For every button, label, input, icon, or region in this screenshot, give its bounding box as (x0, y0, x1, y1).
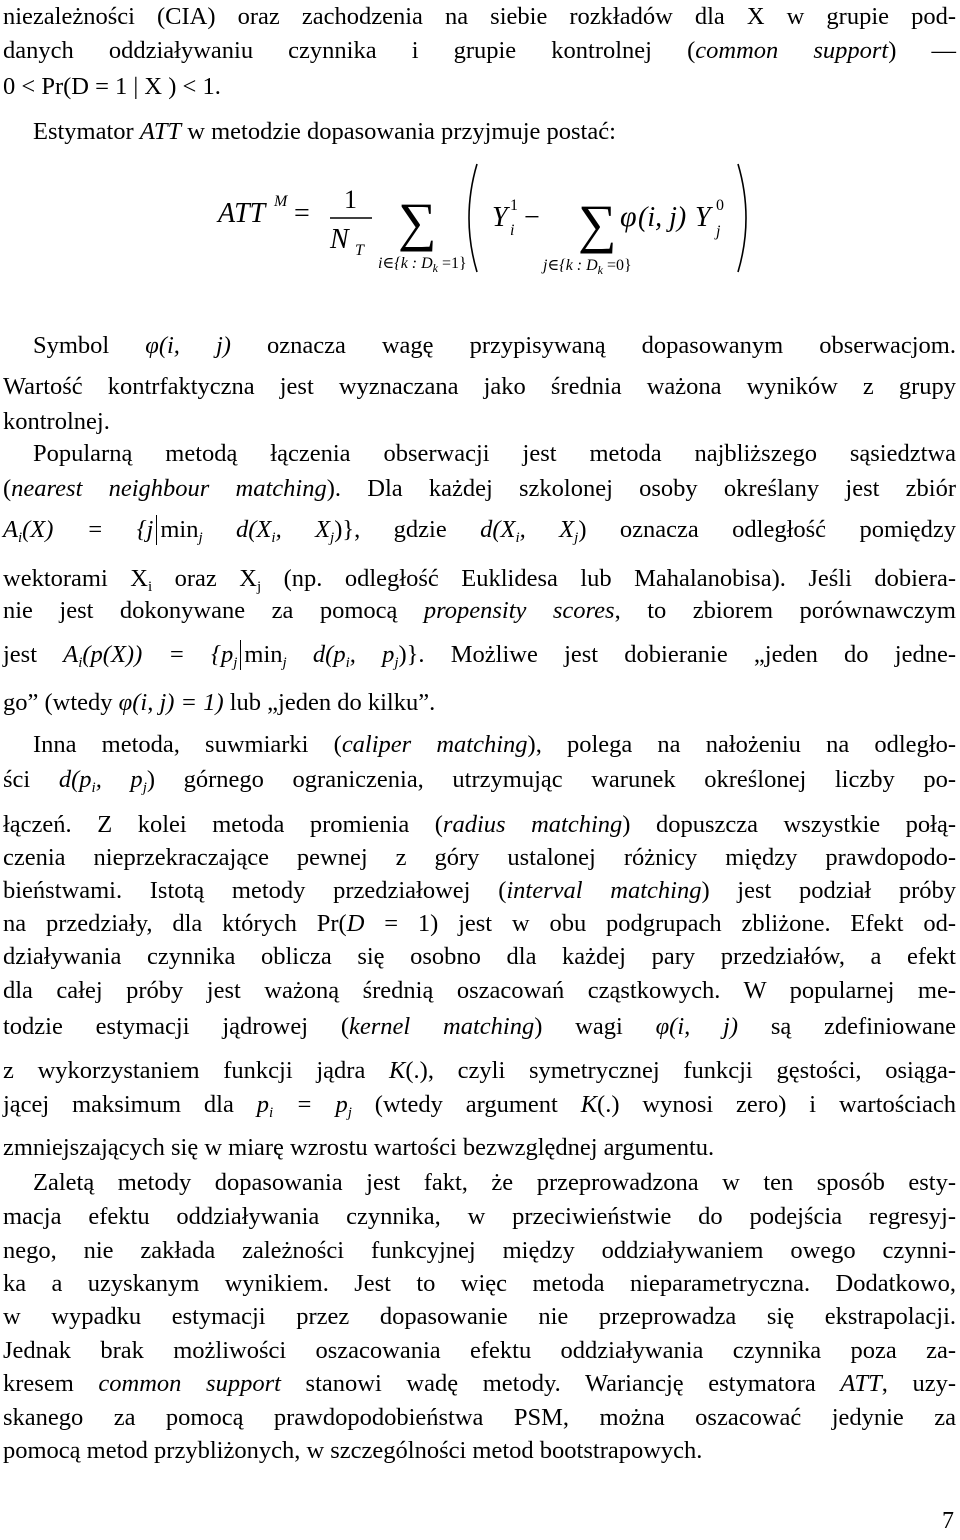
formula-den: N (330, 224, 349, 255)
right-paren (738, 164, 746, 272)
formula-eq: = (294, 198, 310, 229)
formula-sum2: ∑ (578, 194, 617, 254)
formula-sum2-index: j∈{k : $D_k =0$} (543, 257, 632, 277)
text-line: macja efektu oddziaływania czynnika, w przeciwieństwie do podejścia regresyj- (3, 1203, 956, 1230)
formula-sum1-index: i∈{k : $D_k =1$} (378, 255, 467, 275)
text-line: danych oddziaływaniu czynnika i grupie kontrolnej (common support) — (3, 37, 956, 64)
text-line: pomocą metod przybliżonych, w szczególności metod bootstrapowych. (3, 1437, 703, 1464)
text-line: dla całej próby jest ważoną średnią oszacowań cząstkowych. W popularnej me- (3, 977, 956, 1004)
text-line: na przedziały, dla których Pr(D = 1) jest w obu podgrupach zbliżone. Efekt od- (3, 910, 956, 937)
page-number: 7 (942, 1508, 954, 1534)
text-line: nie jest dokonywane za pomocą propensity scores, to zbiorem porównawczym (3, 597, 956, 624)
formula-y0: Y (695, 202, 711, 233)
formula-minus: − (524, 202, 540, 233)
text-line: czenia nieprzekraczające pewnej z góry ustalonej różnicy między prawdopodo- (3, 844, 956, 871)
formula-y0-sup: 0 (716, 197, 724, 214)
text-line: ści $d(p_i$, $p_j$) górnego ograniczenia, utrzymując warunek określonej liczby po- (3, 766, 957, 796)
formula-y1: Y (492, 202, 508, 233)
text-line: Zaletą metody dopasowania jest fakt, że przeprowadzona w ten sposób esty- (33, 1169, 956, 1196)
text-line: łączeń. Z kolei metoda promienia (radius matching) dopuszcza wszystkie połą- (3, 811, 957, 838)
text-line: todzie estymacji jądrowej (kernel matching) wagi φ(i, j) są zdefiniowane (3, 1013, 956, 1040)
text-line: kresem common support stanowi wadę metody. Wariancję estymatora ATT, uzy- (3, 1370, 956, 1397)
text-line: ka a uzyskanym wynikiem. Jest to więc metoda nieparametryczna. Dodatkowo, (3, 1270, 956, 1297)
left-paren (469, 164, 477, 272)
text-line: działywania czynnika oblicza się osobno dla każdej pary przedziałów, a efekt (3, 943, 956, 970)
formula-y1-sup: 1 (510, 197, 518, 214)
formula-phi-args: (i, j) (638, 202, 687, 233)
text-line: bieństwami. Istotą metody przedziałowej (interval matching) jest podział próby (3, 877, 957, 904)
text-line: niezależności (CIA) oraz zachodzenia na siebie rozkładów dla X w grupie pod- (3, 3, 956, 30)
att-formula (0, 150, 960, 290)
set-definition-line: $A_i(X) = \{j$ $\min_j d(X_i$, $X_j$)}, gdzie $d(X_i$, $X_j$) oznacza odległość pomiędzy (3, 516, 957, 546)
text-line: Inna metoda, suwmiarki (caliper matching), polega na nałożeniu na odległo- (33, 731, 956, 758)
text-line: Wartość kontrfaktyczna jest wyznaczana jako średnia ważona wyników z grupy (3, 373, 956, 400)
formula-sum1: ∑ (398, 192, 437, 252)
formula-phi: φ (620, 200, 637, 233)
text-line: Estymator ATT w metodzie dopasowania przyjmuje postać: (33, 118, 616, 145)
text-line: nego, nie zakłada zależności funkcyjnej między oddziaływaniem owego czynni- (3, 1237, 956, 1264)
set-definition-line: jest $A_i(p(X)) = \{p_j$ $\min_j d(p_i$, $p_j$)}. Możliwe jest dobieranie „jeden do jedne- (3, 641, 956, 671)
text-line: skanego za pomocą prawdopodobieństwa PSM, można oszacować jedynie za (3, 1404, 956, 1431)
formula-lhs-sup: M (274, 193, 288, 210)
text-line: wektorami $X_i$ oraz $X_j$ (np. odległość Euklidesa lub Mahalanobisa). Jeśli dobiera- (3, 565, 956, 595)
formula-den-sub: T (355, 242, 364, 259)
text-line: (nearest neighbour matching). Dla każdej szkolonej osoby określany jest zbiór (3, 475, 956, 502)
text-line: zmniejszających się w miarę wzrostu wartości bezwzględnej argumentu. (3, 1134, 715, 1161)
text-line: w wypadku estymacji przez dopasowanie nie przeprowadza się ekstrapolacji. (3, 1303, 956, 1330)
text-line: Popularną metodą łączenia obserwacji jest metoda najbliższego sąsiedztwa (33, 440, 956, 467)
text-line: jącej maksimum dla $p_i = p_j$ (wtedy argument K(.) wynosi zero) i wartościach (3, 1091, 956, 1121)
text-line: z wykorzystaniem funkcji jądra K(.), czyli symetrycznej funkcji gęstości, osiąga- (3, 1057, 956, 1084)
formula-y0-sub: j (716, 223, 721, 240)
text-line: Symbol φ(i, j) oznacza wagę przypisywaną dopasowanym obserwacjom. (33, 332, 956, 359)
text-line: Jednak brak możliwości oszacowania efektu oddziaływania czynnika poza za- (3, 1337, 956, 1364)
formula-num: 1 (344, 185, 357, 214)
text-line: go” (wtedy φ(i, j) = 1) lub „jeden do kilku”. (3, 689, 436, 716)
formula-lhs: ATT (218, 198, 266, 229)
condition-formula: 0 < Pr(D = 1 | X ) < 1. (3, 73, 221, 100)
formula-y1-sub: i (510, 222, 515, 239)
text-line: kontrolnej. (3, 408, 110, 435)
